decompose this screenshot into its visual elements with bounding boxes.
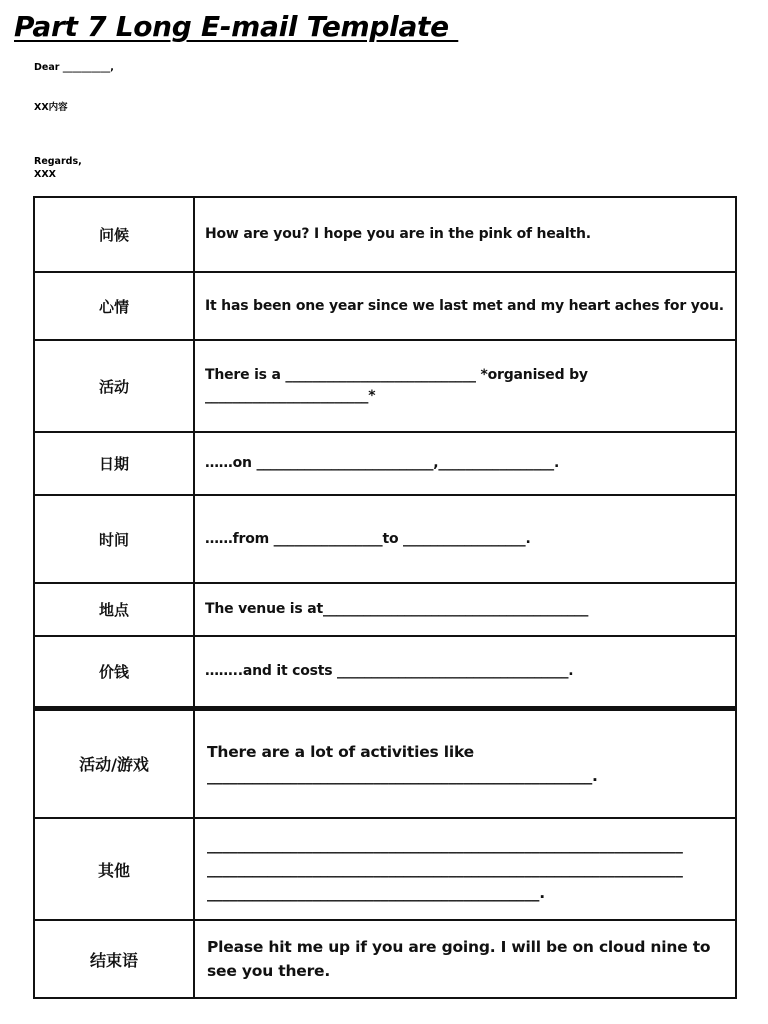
table-row (34, 708, 736, 818)
table-row (34, 272, 736, 340)
row-label: 活动/游戏 (34, 708, 194, 818)
row-label: 日期 (34, 432, 194, 495)
row-label: 活动 (34, 340, 194, 432)
row-text: There are a lot of activities like ___________________________________________________. (194, 708, 736, 818)
table-row (34, 818, 736, 920)
row-label: 心情 (34, 272, 194, 340)
table-row (34, 636, 736, 708)
row-text: The venue is at_______________________________________ (194, 583, 736, 636)
letter-sender: XXX (34, 169, 56, 180)
page-title: Part 7 Long E-mail Template (14, 10, 459, 43)
row-text: It has been one year since we last met and my heart aches for you. (194, 272, 736, 340)
row-text: Please hit me up if you are going. I will be on cloud nine to see you there. (194, 920, 736, 998)
row-text: ……..and it costs __________________________________. (194, 636, 736, 708)
table-row (34, 920, 736, 998)
row-label: 结束语 (34, 920, 194, 998)
letter-regards: Regards, (34, 156, 82, 167)
row-label: 价钱 (34, 636, 194, 708)
row-text: ……from ________________to __________________. (194, 495, 736, 583)
letter-greeting: Dear __________, (34, 62, 114, 73)
table-row (34, 432, 736, 495)
row-text: How are you? I hope you are in the pink of health. (194, 197, 736, 272)
template-table-wrapper (33, 196, 737, 999)
row-label: 其他 (34, 818, 194, 920)
table-row (34, 197, 736, 272)
template-table (33, 196, 737, 999)
table-row (34, 340, 736, 432)
row-text: _______________________________________________________________ _______________________________________________________________ ____________________________________________. (194, 818, 736, 920)
letter-content: XX内容 (34, 102, 68, 113)
table-row (34, 583, 736, 636)
row-label: 时间 (34, 495, 194, 583)
row-label: 问候 (34, 197, 194, 272)
row-text: There is a ____________________________ *organised by ________________________* (194, 340, 736, 432)
row-label: 地点 (34, 583, 194, 636)
row-text: ……on __________________________,_________________. (194, 432, 736, 495)
table-row (34, 495, 736, 583)
